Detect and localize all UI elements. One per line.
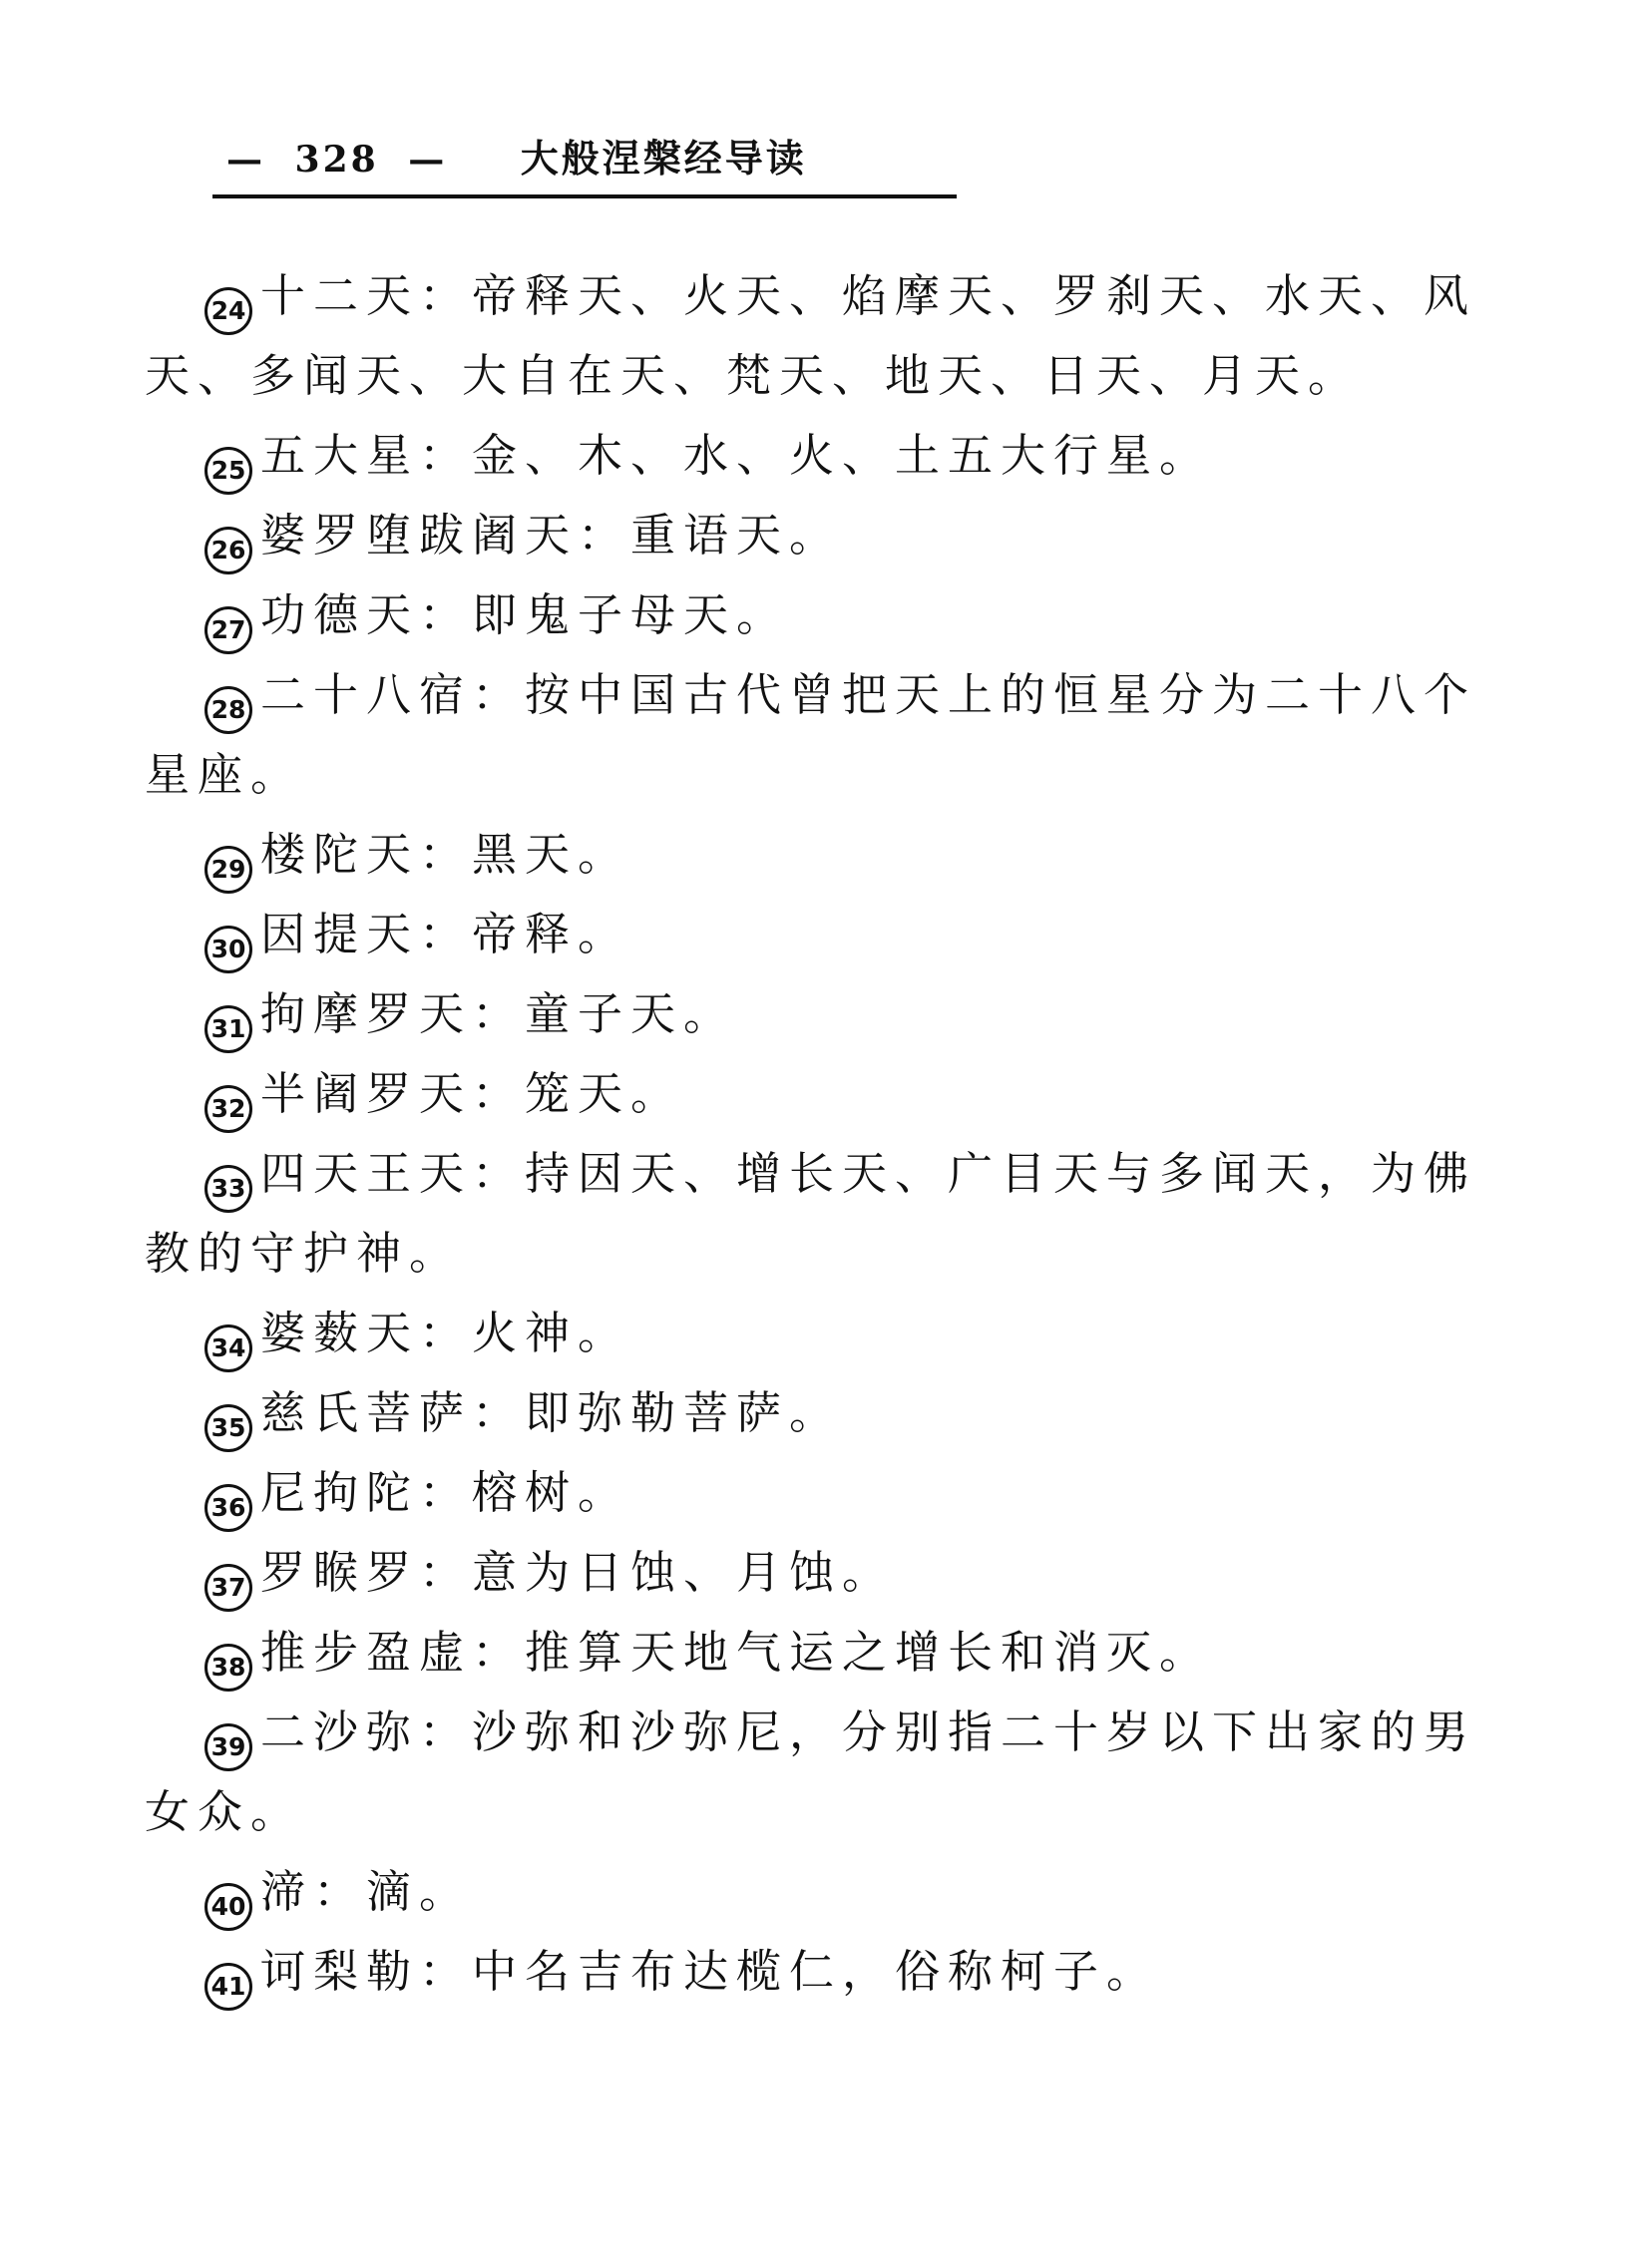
book-title: 大般涅槃经导读	[520, 136, 807, 181]
entry-text: 四天王天：持因天、增长天、广目天与多闻天，为佛教的守护神。	[145, 1147, 1477, 1280]
glossary-entry	[145, 655, 1486, 815]
entry-number-badge: 34	[204, 1324, 252, 1372]
entry-text: 因提天：帝释。	[260, 908, 631, 960]
header-dash-left: —	[226, 139, 265, 181]
page-content	[145, 128, 1486, 2012]
glossary-entry	[145, 1134, 1486, 1294]
glossary-entry	[145, 1852, 1486, 1932]
glossary-entry	[145, 1533, 1486, 1613]
entry-text: 罗睺罗：意为日蚀、月蚀。	[260, 1546, 896, 1599]
entry-number-badge: 41	[204, 1963, 252, 2011]
entry-text: 婆罗堕跋阇天：重语天。	[260, 509, 843, 562]
glossary-entry	[145, 1373, 1486, 1453]
entry-number-badge: 30	[204, 926, 252, 973]
page-number: 328	[294, 139, 379, 181]
entry-text: 二十八宿：按中国古代曾把天上的恒星分为二十八个星座。	[145, 668, 1477, 801]
entry-text: 诃梨勒：中名吉布达榄仁，俗称柯子。	[260, 1945, 1160, 1998]
entry-text: 婆薮天：火神。	[260, 1307, 631, 1359]
glossary-entry	[145, 1294, 1486, 1373]
page-header	[212, 128, 957, 198]
header-dash-right: —	[408, 139, 448, 181]
entry-number-badge: 38	[204, 1644, 252, 1692]
entry-text: 推步盈虚：推算天地气运之增长和消灭。	[260, 1626, 1213, 1679]
entry-text: 慈氏菩萨：即弥勒菩萨。	[260, 1386, 843, 1439]
glossary-entry	[145, 256, 1486, 416]
entry-number-badge: 31	[204, 1005, 252, 1053]
glossary-entry	[145, 815, 1486, 895]
entry-number-badge: 40	[204, 1883, 252, 1931]
entry-text: 半阇罗天：笼天。	[260, 1067, 684, 1120]
entry-text: 功德天：即鬼子母天。	[260, 588, 790, 641]
glossary-entry	[145, 1054, 1486, 1134]
glossary-entry	[145, 496, 1486, 575]
entry-text: 二沙弥：沙弥和沙弥尼，分别指二十岁以下出家的男女众。	[145, 1705, 1477, 1838]
entry-number-badge: 35	[204, 1404, 252, 1452]
glossary-entry	[145, 1613, 1486, 1693]
entry-number-badge: 28	[204, 686, 252, 734]
entry-text: 五大星：金、木、水、火、土五大行星。	[260, 429, 1213, 482]
glossary-entry	[145, 1693, 1486, 1852]
entry-number-badge: 26	[204, 527, 252, 574]
entry-text: 尼拘陀：榕树。	[260, 1466, 631, 1519]
entry-number-badge: 29	[204, 846, 252, 894]
entry-number-badge: 33	[204, 1165, 252, 1213]
entry-number-badge: 36	[204, 1484, 252, 1532]
glossary-entry	[145, 575, 1486, 655]
glossary-entry	[145, 1453, 1486, 1533]
entry-number-badge: 32	[204, 1085, 252, 1133]
glossary-entry	[145, 895, 1486, 974]
entry-text: 渧：滴。	[260, 1865, 473, 1918]
entry-text: 拘摩罗天：童子天。	[260, 987, 737, 1040]
glossary-entry	[145, 1932, 1486, 2012]
entry-number-badge: 25	[204, 447, 252, 495]
entry-number-badge: 39	[204, 1723, 252, 1771]
entry-text: 十二天：帝释天、火天、焰摩天、罗刹天、水天、风天、多闻天、大自在天、梵天、地天、日天、月天。	[145, 269, 1477, 402]
entry-text: 楼陀天：黑天。	[260, 828, 631, 881]
entry-number-badge: 24	[204, 287, 252, 335]
glossary-entry	[145, 974, 1486, 1054]
entry-number-badge: 27	[204, 606, 252, 654]
entry-number-badge: 37	[204, 1564, 252, 1612]
glossary-entry	[145, 416, 1486, 496]
glossary-list	[145, 256, 1486, 2012]
